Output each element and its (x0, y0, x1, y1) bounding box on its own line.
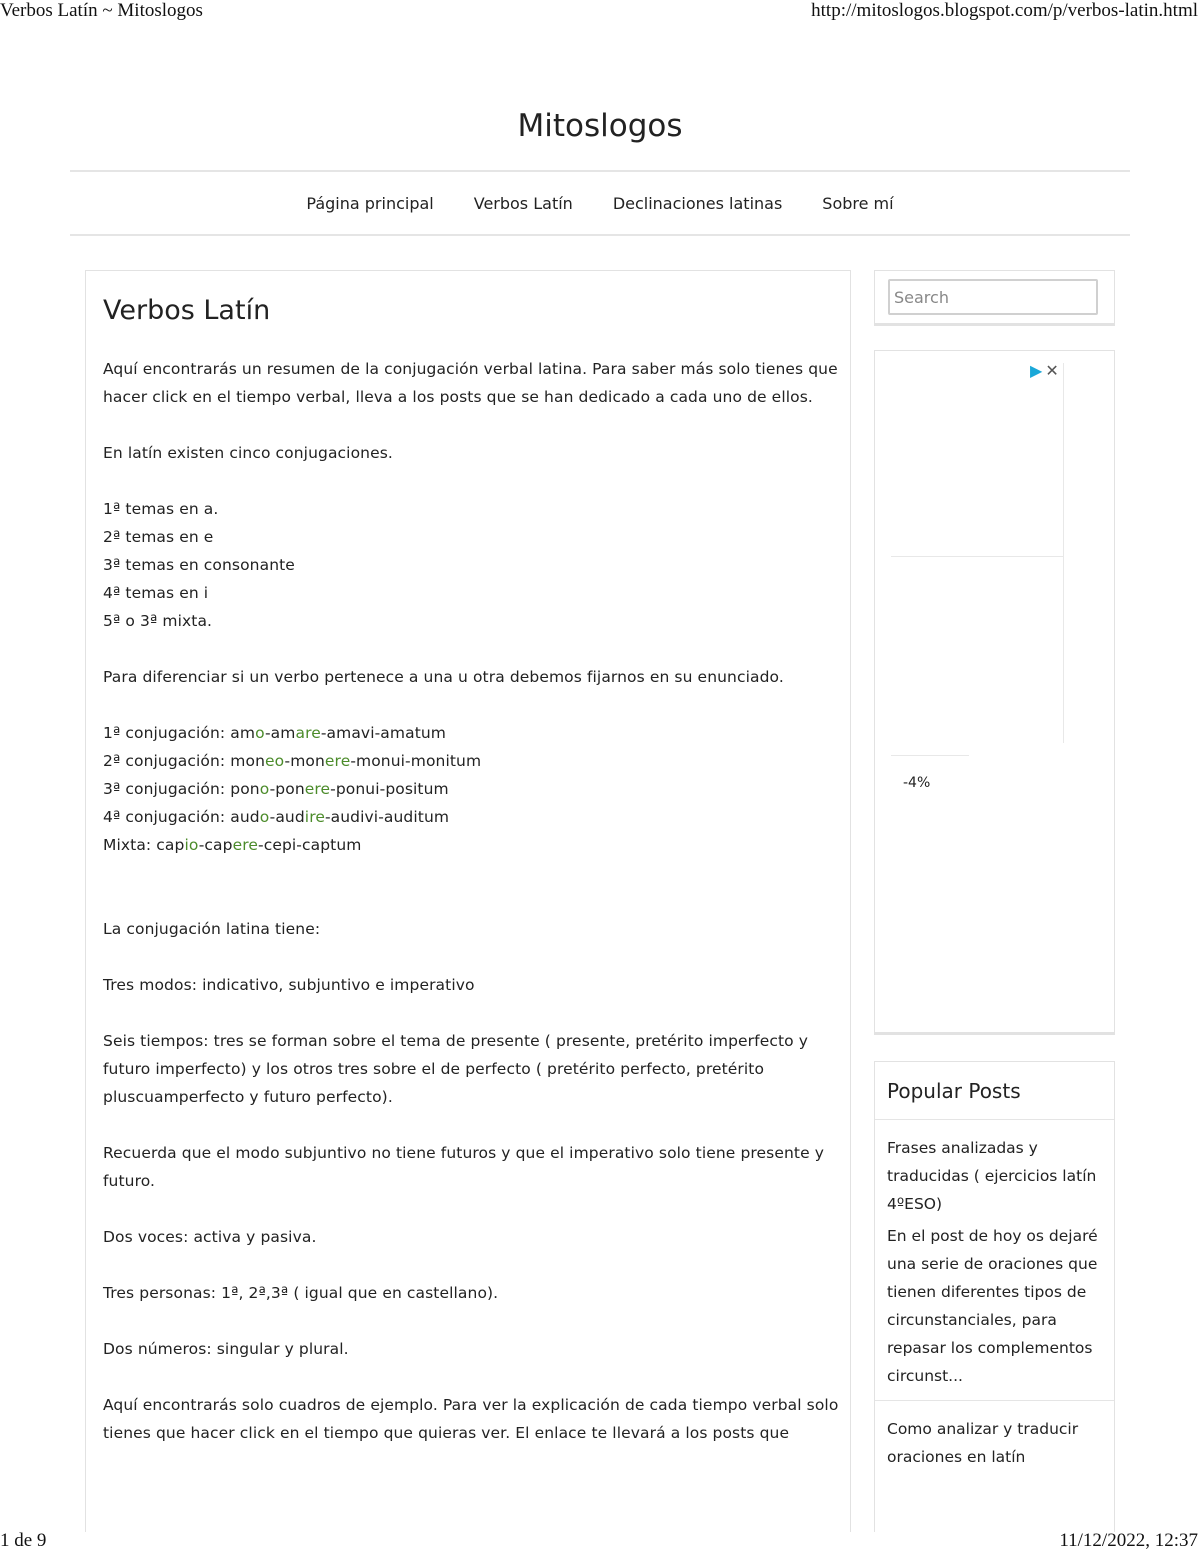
ad-divider (1063, 363, 1064, 743)
stem-list (103, 495, 851, 635)
nav-item-verbos-latin[interactable]: Verbos Latín (473, 193, 573, 213)
stem-item: 3ª temas en consonante (103, 556, 295, 574)
main-nav (70, 170, 1130, 236)
ad-close-icon[interactable]: ✕ (1045, 361, 1062, 380)
print-url: http://mitoslogos.blogspot.com/p/verbos-latin.html (811, 0, 1198, 21)
ad-play-icon[interactable]: ▶ (1030, 361, 1046, 380)
conjugation-examples (103, 719, 851, 859)
post-body (103, 355, 851, 1475)
popular-post-title[interactable]: Como analizar y traducir oraciones en latín (887, 1420, 1079, 1466)
five-conjugations: En latín existen cinco conjugaciones. (103, 444, 393, 462)
stem-item: 2ª temas en e (103, 528, 214, 546)
print-datetime: 11/12/2022, 12:37 (1059, 1530, 1198, 1551)
popular-posts-widget (874, 1061, 1115, 1532)
closing-paragraph: Aquí encontrarás solo cuadros de ejemplo. Para ver la explicación de cada tiempo verbal solo tienes que hacer click en el tiempo que quieras ver. El enlace te llevará a los posts que (103, 1396, 839, 1442)
site-title[interactable]: Mitoslogos (517, 108, 683, 144)
post-title: Verbos Latín (103, 295, 271, 326)
stem-item: 4ª temas en i (103, 584, 209, 602)
modes-paragraph: Tres modos: indicativo, subjuntivo e imperativo (103, 976, 475, 994)
stem-item: 1ª temas en a. (103, 500, 219, 518)
popular-post-title[interactable]: Frases analizadas y traducidas ( ejercicios latín 4ºESO) (887, 1139, 1097, 1213)
ad-discount[interactable]: -4% (903, 775, 931, 791)
nav-item-declinaciones[interactable]: Declinaciones latinas (612, 193, 783, 213)
nav-item-sobre-mi[interactable]: Sobre mí (822, 193, 894, 213)
search-widget (874, 270, 1115, 326)
example-row: 1ª conjugación: amo-amare-amavi-amatum (103, 724, 446, 742)
popular-post-snippet: En el post de hoy os dejaré una serie de oraciones que tienen diferentes tipos de circunstanciales, para repasar los complementos circunst... (887, 1227, 1098, 1385)
ad-choices[interactable] (1030, 361, 1062, 380)
ad-widget (874, 350, 1115, 1035)
example-row: Mixta: capio-capere-cepi-captum (103, 836, 362, 854)
separator (875, 1400, 1114, 1401)
differentiate-paragraph: Para diferenciar si un verbo pertenece a una u otra debemos fijarnos en su enunciado. (103, 668, 784, 686)
voices-paragraph: Dos voces: activa y pasiva. (103, 1228, 317, 1246)
print-page-title: Verbos Latín ~ Mitoslogos (0, 0, 203, 21)
tenses-paragraph: Seis tiempos: tres se forman sobre el tema de presente ( presente, pretérito imperfecto y futuro imperfecto) y los otros tres sobre el de perfecto ( pretérito perfecto, pretérito pluscuamperfecto y futuro perfecto). (103, 1032, 809, 1106)
conjugation-has: La conjugación latina tiene: (103, 920, 321, 938)
popular-posts-heading: Popular Posts (887, 1079, 1021, 1103)
numbers-paragraph: Dos números: singular y plural. (103, 1340, 349, 1358)
reminder-paragraph: Recuerda que el modo subjuntivo no tiene futuros y que el imperativo solo tiene presente y futuro. (103, 1144, 825, 1190)
print-footer (0, 1530, 1200, 1554)
nav-item-home[interactable]: Página principal (306, 193, 434, 213)
separator (875, 1119, 1114, 1120)
stem-item: 5ª o 3ª mixta. (103, 612, 213, 630)
search-input[interactable] (888, 279, 1098, 315)
print-page-counter: 1 de 9 (0, 1530, 47, 1551)
example-row: 2ª conjugación: moneo-monere-monui-monitum (103, 752, 482, 770)
intro-paragraph: Aquí encontrarás un resumen de la conjugación verbal latina. Para saber más solo tienes que hacer click en el tiempo verbal, lleva a los posts que se han dedicado a cada uno de ellos. (103, 360, 838, 406)
ad-divider (891, 556, 1063, 557)
post-container (85, 270, 851, 1532)
persons-paragraph: Tres personas: 1ª, 2ª,3ª ( igual que en castellano). (103, 1284, 499, 1302)
example-row: 3ª conjugación: pono-ponere-ponui-positum (103, 780, 449, 798)
print-header (0, 0, 1200, 24)
example-row: 4ª conjugación: audo-audire-audivi-auditum (103, 808, 450, 826)
ad-divider (891, 755, 969, 756)
